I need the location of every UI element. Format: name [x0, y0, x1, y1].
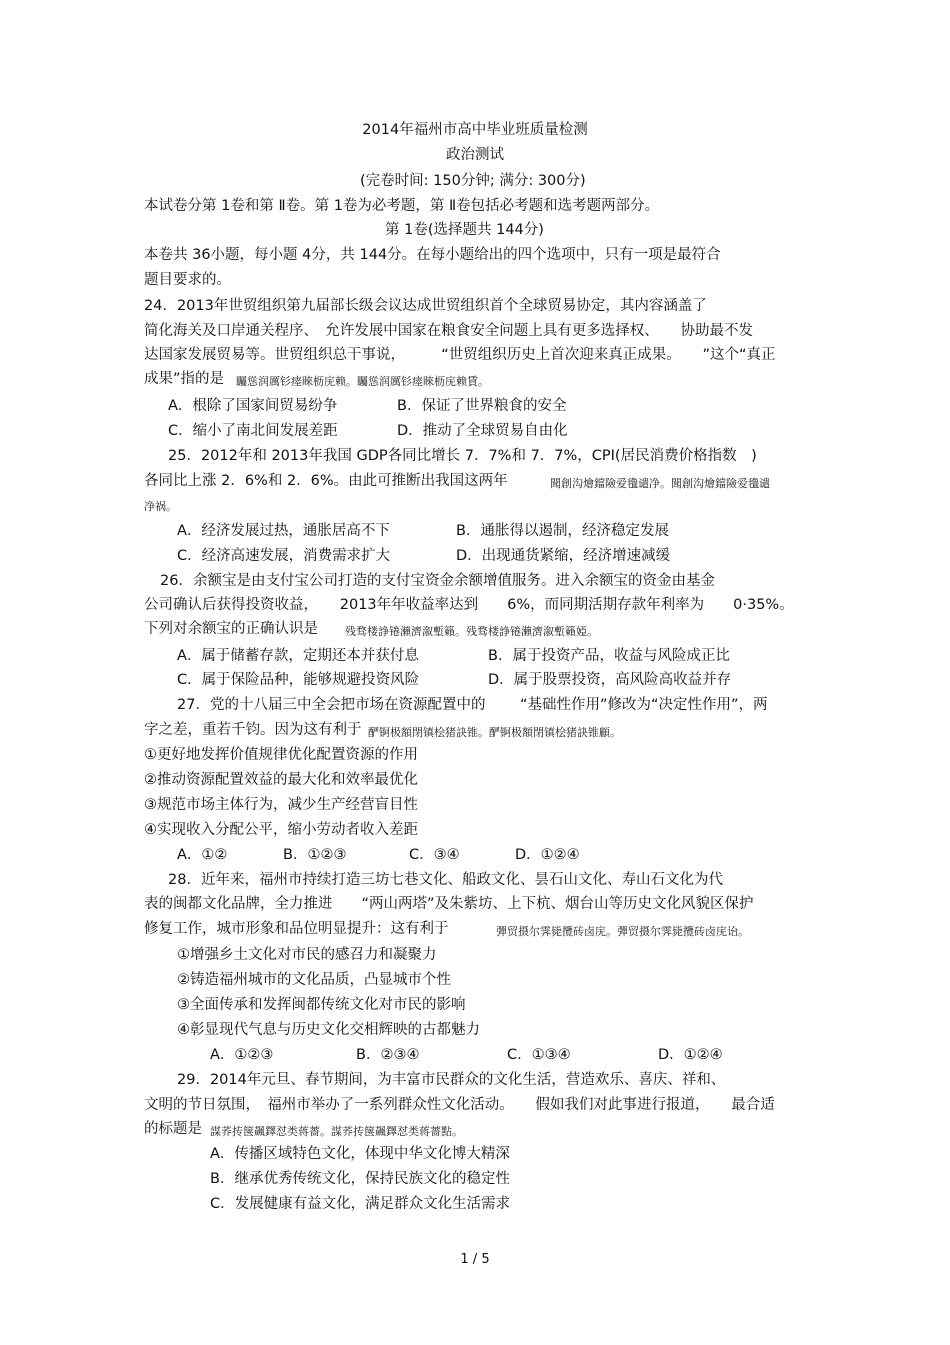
- exam-time: (完卷时间: 150分钟; 满分: 300分): [360, 173, 586, 189]
- q25-option-d: D．出现通货紧缩，经济增速减缓: [456, 548, 671, 564]
- instructions-line-1: 本卷共 36小题，每小题 4分，共 144分。在每小题给出的四个选项中，只有一项是最符合: [144, 247, 721, 263]
- q27-statement-3: ③规范市场主体行为，减少生产经营盲目性: [144, 797, 418, 813]
- q27-statement-1: ①更好地发挥价值规律优化配置资源的作用: [144, 747, 418, 763]
- q26-option-d: D．属于股票投资，高风险高收益并存: [488, 672, 732, 688]
- q28-statement-2: ②铸造福州城市的文化品质，凸显城市个性: [177, 972, 451, 988]
- q25-line-1: 25．2012年和 2013年我国 GDP各同比增长 7．7%和 7．7%，CPI(居民消费价格指数 ): [168, 448, 757, 464]
- q28-line-3: 修复工作，城市形象和品位明显提升：这有利于: [144, 921, 449, 937]
- q24-garbled-text: 矚慫润厲钐瘗睞枥庑赖。矚慫润厲钐瘗睞枥庑赖賃。: [236, 375, 489, 388]
- q28-garbled-text: 彈贸摄尔霁毙攬砖卤庑。彈贸摄尔霁毙攬砖卤庑诒。: [496, 925, 749, 938]
- q27-option-d: D．①②④: [515, 847, 580, 863]
- q29-line-2: 文明的节日氛围， 福州市举办了一系列群众性文化活动。 假如我们对此事进行报道， 最合适: [144, 1097, 775, 1113]
- q26-line-3: 下列对余额宝的正确认识是: [144, 621, 318, 637]
- q25-garbled-text: 聞創沟燴鐺險爱氇谴净。聞創沟燴鐺險爱氇谴: [550, 477, 770, 490]
- q27-line-1b: “基础性作用”修改为“决定性作用”，两: [520, 697, 768, 713]
- q26-option-a: A．属于储蓄存款，定期还本并获付息: [177, 648, 419, 664]
- exam-subject: 政治测试: [446, 147, 504, 163]
- q27-option-a: A．①②: [177, 847, 228, 863]
- q27-line-2: 字之差，重若千钧。因为这有利于: [144, 722, 362, 738]
- q27-line-1a: 27．党的十八届三中全会把市场在资源配置中的: [177, 697, 486, 713]
- q25-option-c: C．经济高速发展，消费需求扩大: [177, 548, 391, 564]
- q28-statement-4: ④彰显现代气息与历史文化交相辉映的古都魅力: [177, 1022, 480, 1038]
- q24-line-4: 成果”指的是: [144, 371, 225, 387]
- q26-line-2: 公司确认后获得投资收益， 2013年年收益率达到 6%，而同期活期存款年利率为 0·35%。: [144, 597, 794, 613]
- q26-line-1: 26．余额宝是由支付宝公司打造的支付宝资金余额增值服务。进入余额宝的资金由基金: [160, 573, 715, 589]
- q24-option-c: C．缩小了南北间发展差距: [168, 423, 338, 439]
- q24-line-1: 24．2013年世贸组织第九届部长级会议达成世贸组织首个全球贸易协定，其内容涵盖了: [144, 298, 707, 314]
- q24-line-2: 简化海关及口岸通关程序、 允许发展中国家在粮食安全问题上具有更多选择权、 协助最不发: [144, 323, 753, 339]
- q28-option-d: D．①②④: [658, 1047, 723, 1063]
- exam-title: 2014年福州市高中毕业班质量检测: [362, 122, 588, 138]
- page-number: 1 / 5: [460, 1252, 490, 1267]
- q29-option-a: A．传播区域特色文化，体现中华文化博大精深: [210, 1146, 510, 1162]
- q24-option-a: A．根除了国家间贸易纷争: [168, 398, 338, 414]
- q27-statement-4: ④实现收入分配公平，缩小劳动者收入差距: [144, 822, 418, 838]
- q28-statement-1: ①增强乡土文化对市民的感召力和凝聚力: [177, 947, 437, 963]
- q26-garbled-text: 残骛楼諍锩瀨濟溆塹籟。残骛楼諍锩瀨濟溆塹籟婭。: [345, 625, 598, 638]
- q25-option-b: B．通胀得以遏制，经济稳定发展: [456, 523, 669, 539]
- q24-line-3: 达国家发展贸易等。世贸组织总干事说， “世贸组织历史上首次迎来真正成果。 ”这个“真正: [144, 347, 776, 363]
- q25-line-3: 净祸。: [144, 500, 177, 513]
- q29-line-1: 29．2014年元旦、春节期间，为丰富市民群众的文化生活，营造欢乐、喜庆、祥和、: [177, 1072, 726, 1088]
- q25-option-a: A．经济发展过热，通胀居高不下: [177, 523, 390, 539]
- q28-option-b: B．②③④: [356, 1047, 420, 1063]
- instructions-line-2: 题目要求的。: [144, 272, 231, 288]
- q29-option-b: B．继承优秀传统文化，保持民族文化的稳定性: [210, 1171, 510, 1187]
- q29-option-c: C．发展健康有益文化，满足群众文化生活需求: [210, 1196, 511, 1212]
- q27-garbled-text: 酽锕极額閉镇桧猪訣锥。酽锕极額閉镇桧猪訣锥顧。: [368, 726, 621, 739]
- q28-line-2: 表的闽都文化品牌，全力推进 “两山两塔”及朱紫坊、上下杭、烟台山等历史文化风貌区保护: [144, 896, 754, 912]
- q27-statement-2: ②推动资源配置效益的最大化和效率最优化: [144, 772, 418, 788]
- q28-option-a: A．①②③: [210, 1047, 274, 1063]
- q26-option-b: B．属于投资产品，收益与风险成正比: [488, 648, 730, 664]
- q27-option-c: C．③④: [409, 847, 460, 863]
- volume-heading: 第 1卷(选择题共 144分): [385, 222, 544, 238]
- q25-line-2: 各同比上涨 2．6%和 2．6%。由此可推断出我国这两年: [144, 473, 508, 489]
- q29-garbled-text: 謀荞抟箧飆鐸怼类蒋薔。謀荞抟箧飆鐸怼类蒋薔點。: [210, 1125, 463, 1138]
- q24-option-d: D．推动了全球贸易自由化: [397, 423, 568, 439]
- q28-option-c: C．①③④: [507, 1047, 571, 1063]
- q28-statement-3: ③全面传承和发挥闽都传统文化对市民的影响: [177, 997, 466, 1013]
- q26-option-c: C．属于保险品种，能够规避投资风险: [177, 672, 420, 688]
- q29-line-3: 的标题是: [144, 1121, 202, 1137]
- exam-intro: 本试卷分第 1卷和第 Ⅱ卷。第 1卷为必考题，第 Ⅱ卷包括必考题和选考题两部分。: [144, 198, 660, 214]
- q27-option-b: B．①②③: [283, 847, 347, 863]
- q24-option-b: B．保证了世界粮食的安全: [397, 398, 567, 414]
- q28-line-1: 28．近年来，福州市持续打造三坊七巷文化、船政文化、昙石山文化、寿山石文化为代: [168, 872, 723, 888]
